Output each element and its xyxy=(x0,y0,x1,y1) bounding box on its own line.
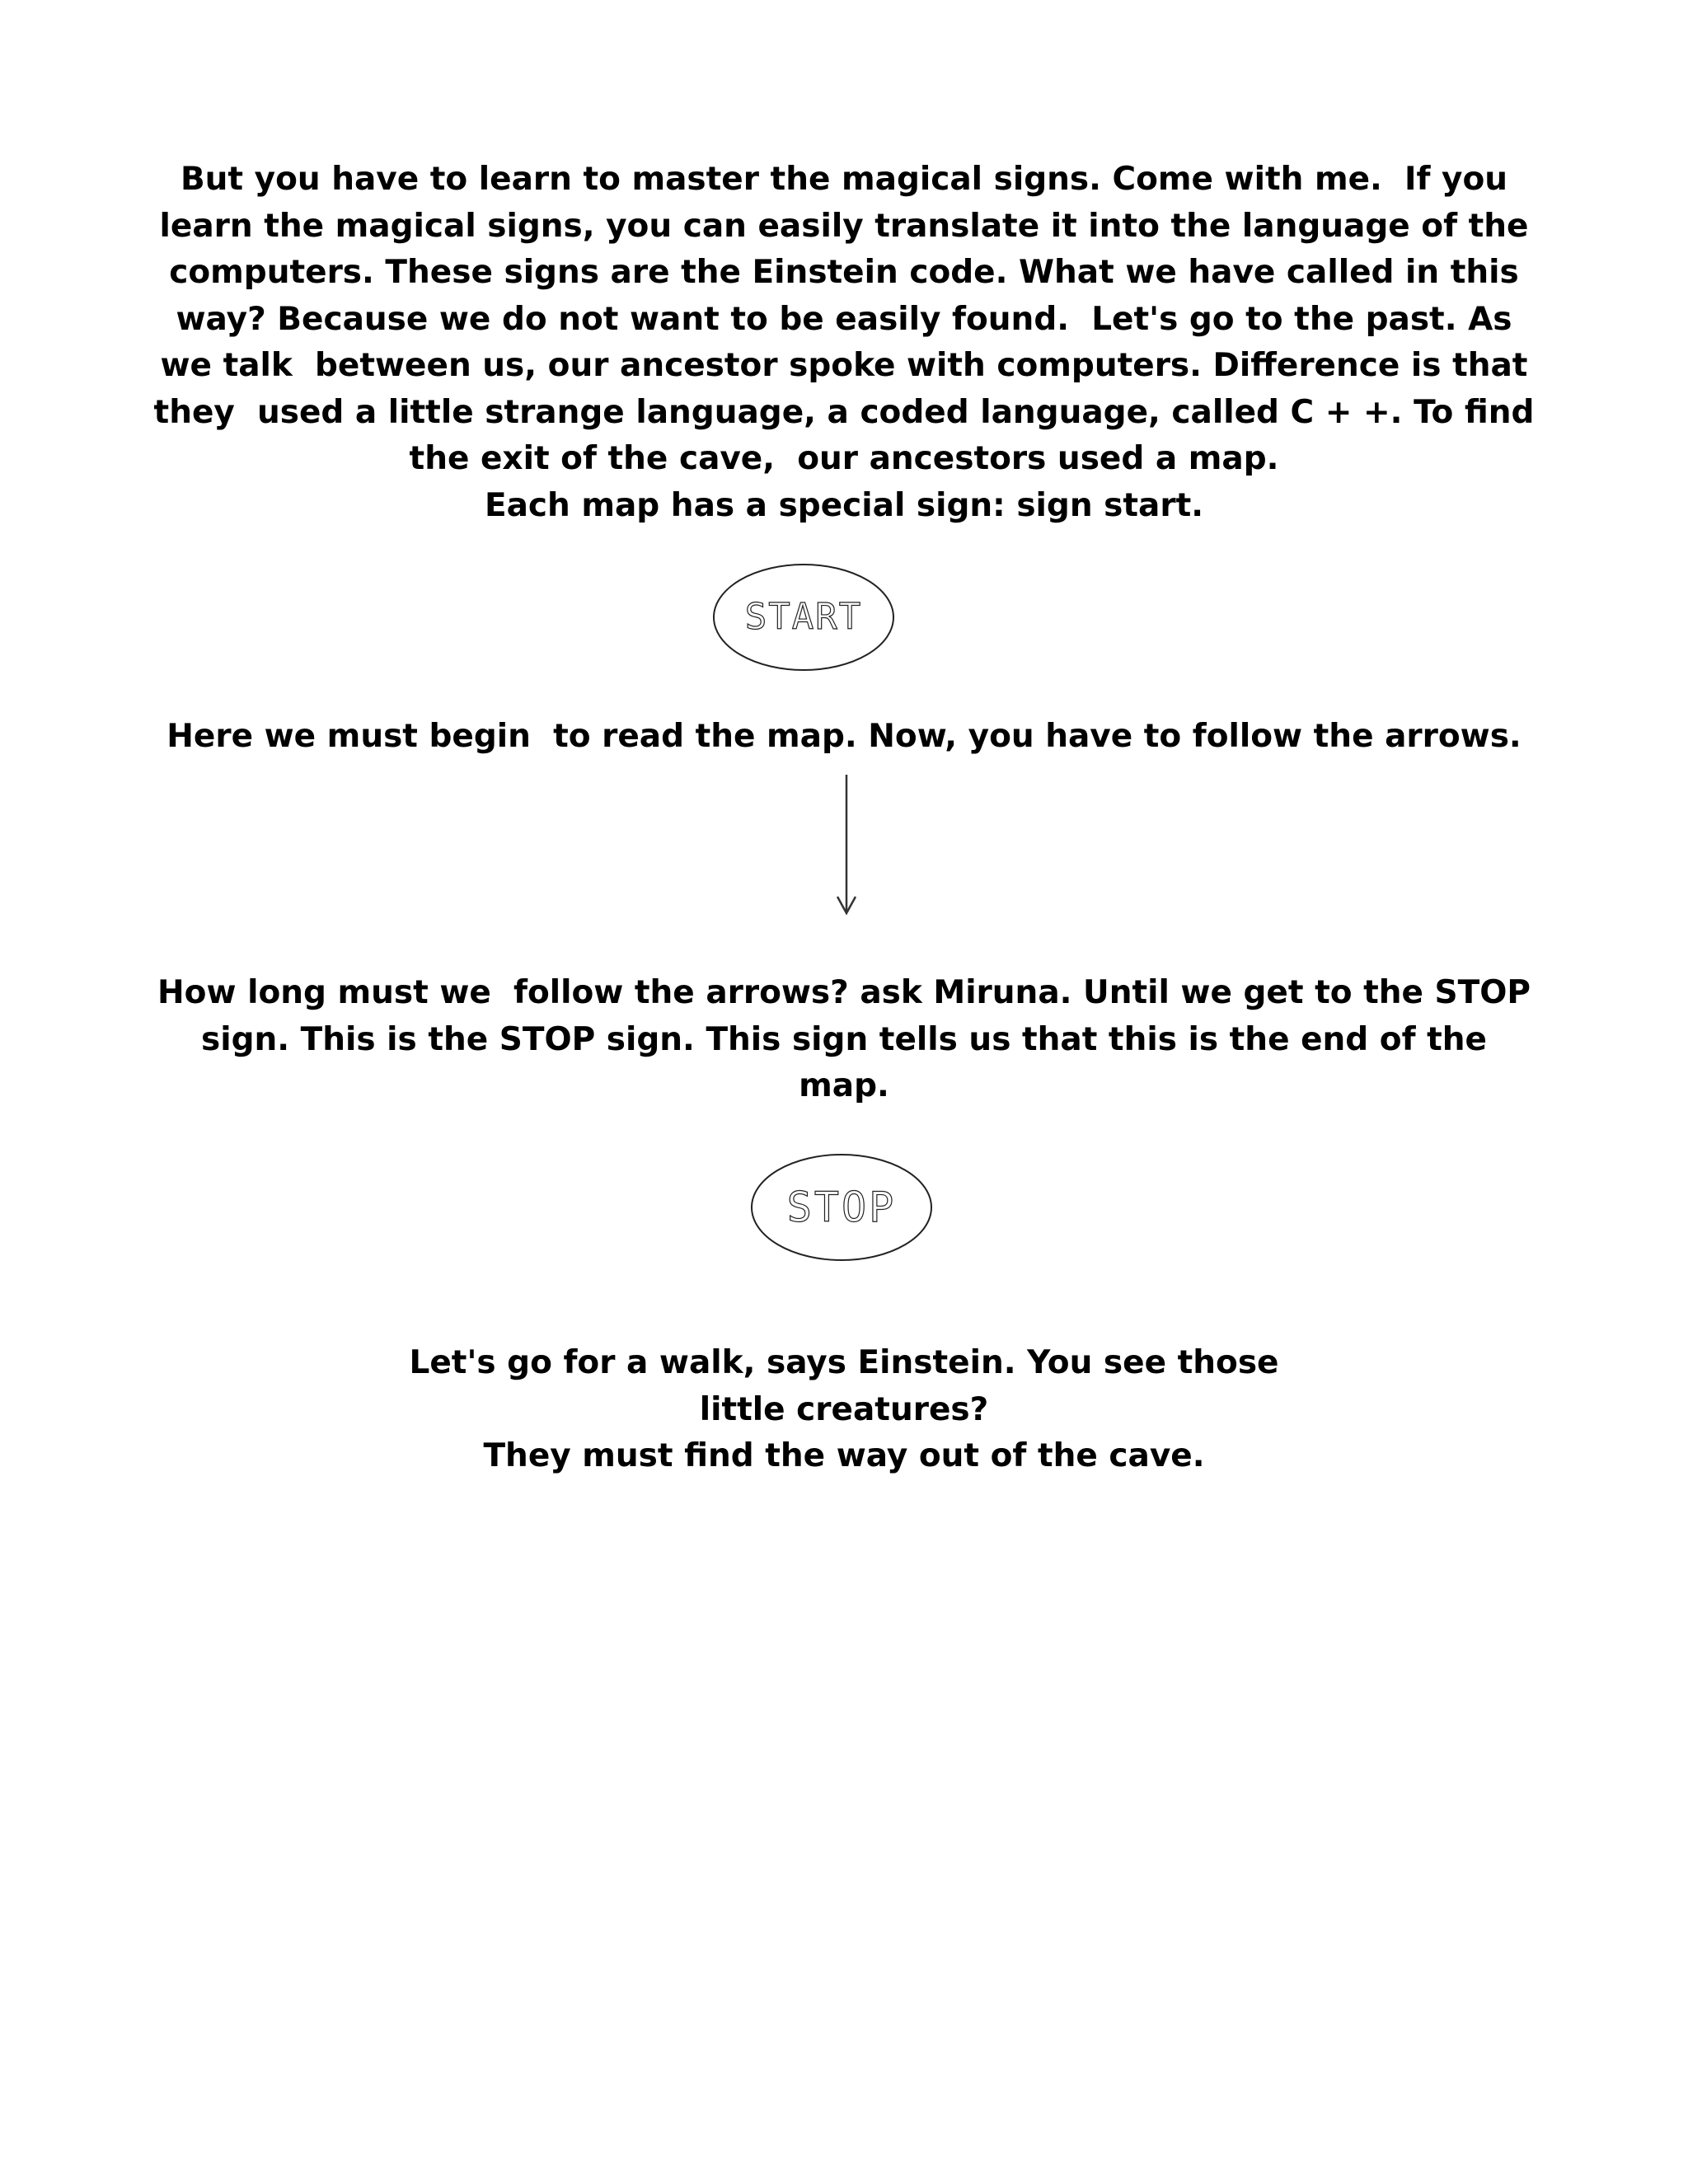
start-sign xyxy=(710,560,897,674)
down-arrow-icon xyxy=(828,773,865,918)
text-line: we talk between us, our ancestor spoke with computers. Difference is that xyxy=(160,347,1528,384)
intro-paragraph xyxy=(148,157,1540,529)
walk-paragraph xyxy=(148,1340,1540,1480)
stop-sign xyxy=(748,1151,935,1264)
start-sign-label: START xyxy=(744,596,863,638)
text-line: Let's go for a walk, says Einstein. You see those xyxy=(409,1344,1279,1381)
text-line: computers. These signs are the Einstein code. What we have called in this xyxy=(169,254,1519,291)
text-line: the exit of the cave, our ancestors used a map. xyxy=(409,440,1279,477)
text-line: But you have to learn to master the magical signs. Come with me. If you xyxy=(180,161,1508,198)
text-line: they used a little strange language, a coded language, called C + +. To find xyxy=(153,393,1535,431)
stop-sign-label: STOP xyxy=(786,1183,897,1231)
text-line: way? Because we do not want to be easily found. Let's go to the past. As xyxy=(176,300,1512,338)
text-line: sign. This is the STOP sign. This sign tells us that this is the end of the xyxy=(201,1020,1487,1058)
text-line: How long must we follow the arrows? ask Miruna. Until we get to the STOP xyxy=(157,974,1531,1011)
text-line: little creatures? xyxy=(699,1390,989,1428)
text-line: Each map has a special sign: sign start. xyxy=(484,486,1204,524)
text-line: They must find the way out of the cave. xyxy=(483,1437,1205,1474)
arrows-paragraph xyxy=(148,714,1540,761)
text-line: map. xyxy=(799,1067,889,1104)
text-line: learn the magical signs, you can easily translate it into the language of the xyxy=(159,207,1529,245)
text-line: Here we must begin to read the map. Now, you have to follow the arrows. xyxy=(166,718,1522,755)
stop-paragraph xyxy=(148,970,1540,1110)
